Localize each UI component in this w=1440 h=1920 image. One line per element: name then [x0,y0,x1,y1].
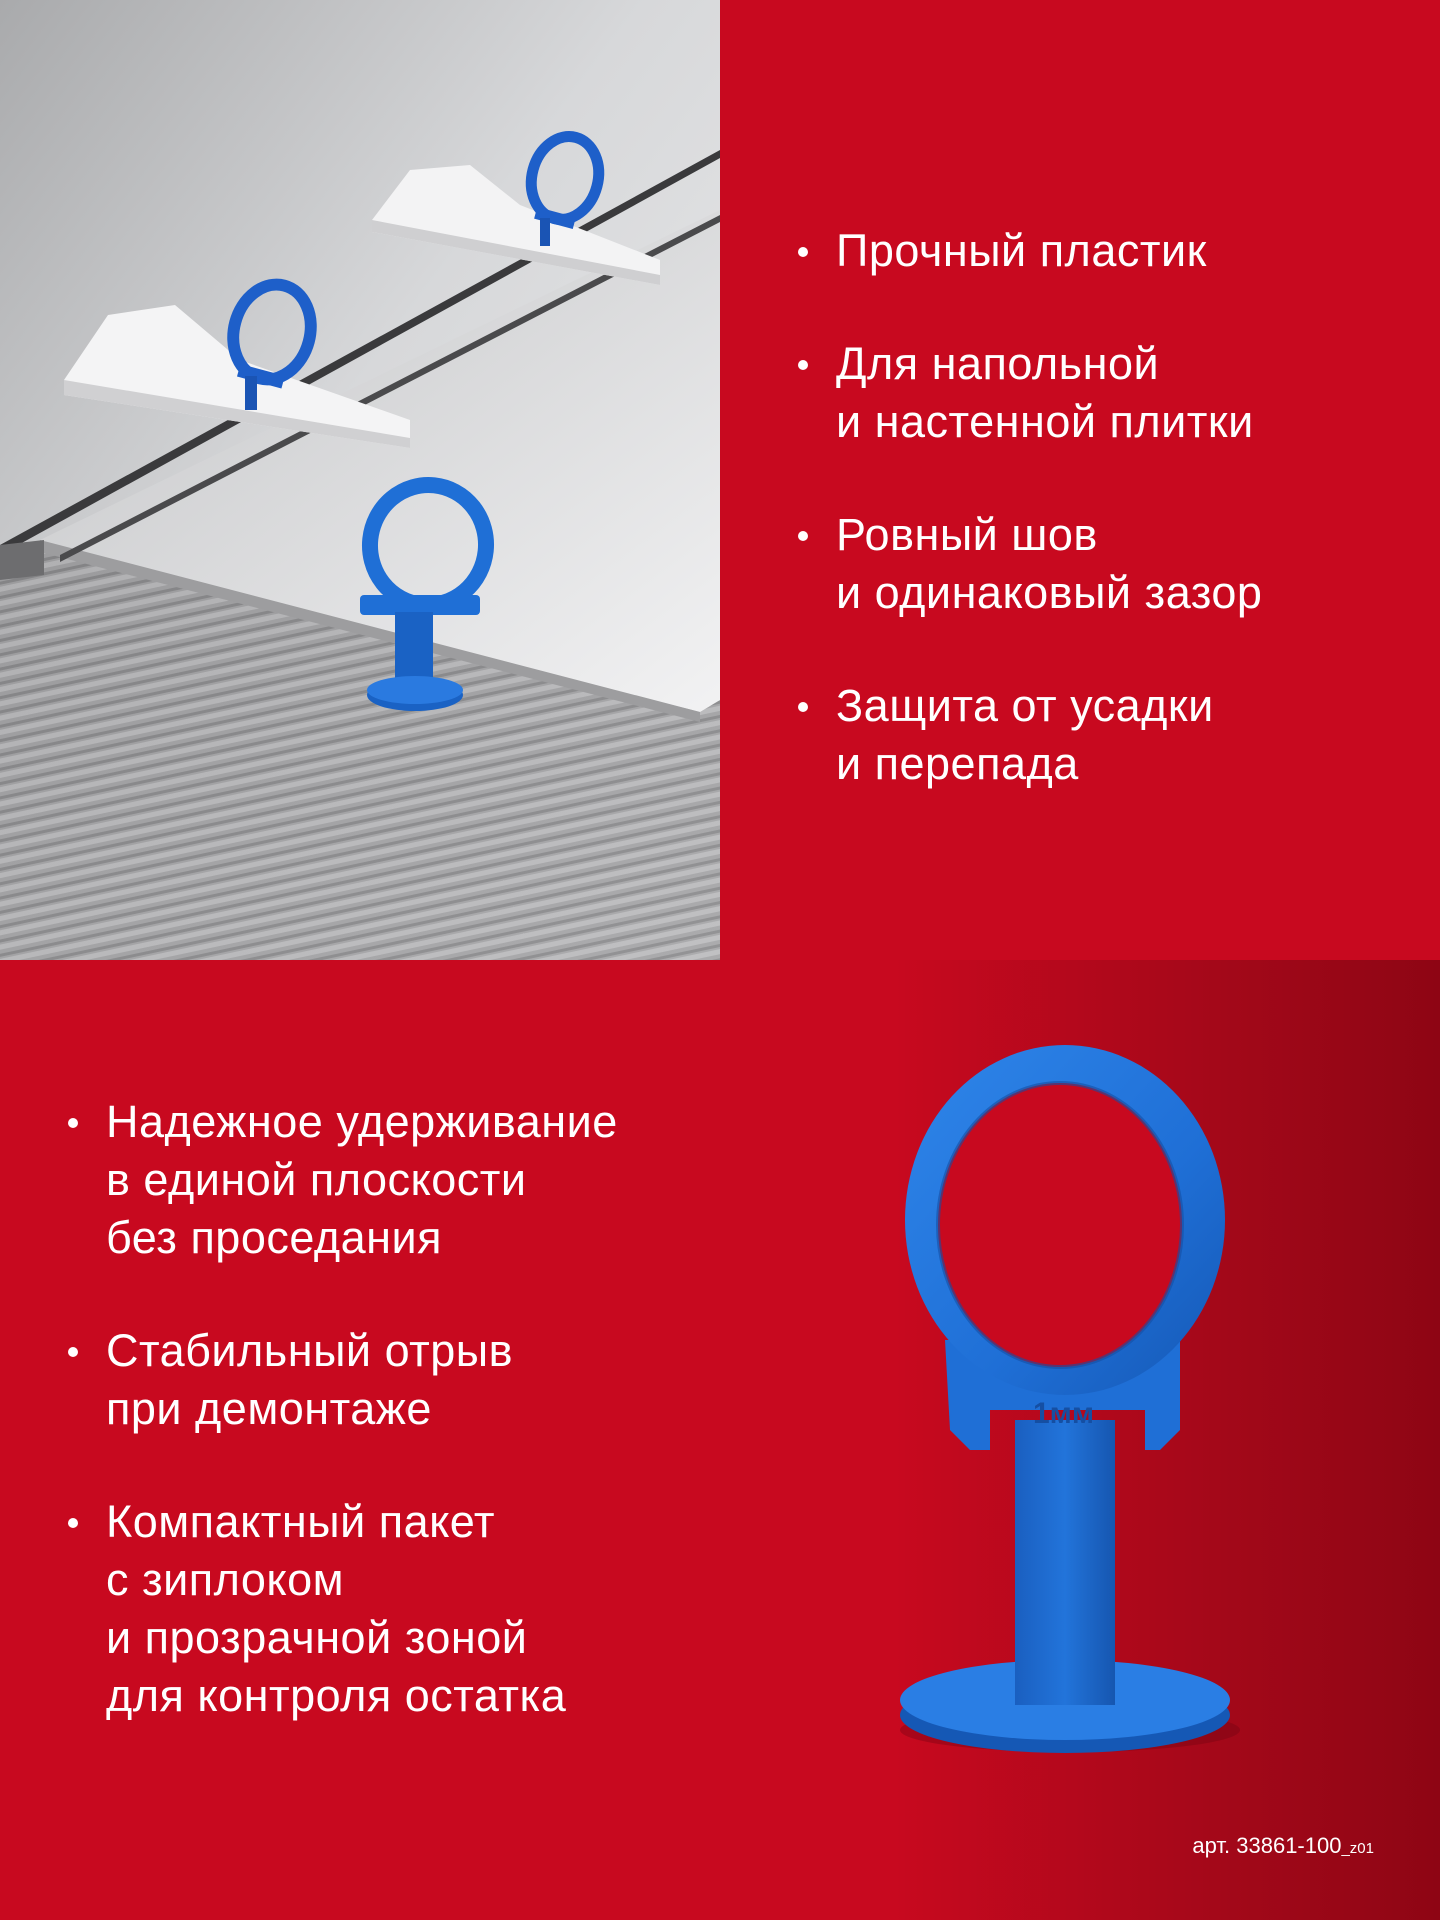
feature-text-line: Компактный пакет [106,1496,495,1547]
feature-item [792,677,1412,793]
feature-text-line: Для напольной [836,338,1160,389]
feature-item [792,335,1412,451]
features-top-list [792,222,1412,848]
feature-text-line: без проседания [106,1212,443,1263]
feature-text-line: с зиплоком [106,1554,345,1605]
feature-item [792,506,1412,622]
feature-text-line: в единой плоскости [106,1154,527,1205]
leveling-clip-icon [860,1040,1260,1760]
article-suffix: _z01 [1341,1840,1374,1857]
bullet-dot-icon [798,531,808,541]
feature-item [62,1322,742,1438]
feature-text-line: и настенной плитки [836,396,1254,447]
article-main: арт. 33861-100 [1192,1833,1342,1858]
feature-text-line: Ровный шов [836,509,1098,560]
bullet-dot-icon [798,360,808,370]
feature-text-line: Надежное удерживание [106,1096,618,1147]
bullet-dot-icon [798,247,808,257]
article-number [1192,1833,1374,1859]
feature-text-line: и прозрачной зоной [106,1612,528,1663]
feature-text-line: Защита от усадки [836,680,1214,731]
bullet-dot-icon [68,1118,78,1128]
leveling-clip-product [860,1040,1260,1760]
photo-illustration [0,0,720,960]
feature-text-line: и одинаковый зазор [836,567,1263,618]
feature-item [792,222,1412,280]
bullet-dot-icon [798,702,808,712]
features-bottom-list [62,1093,742,1780]
bullet-dot-icon [68,1347,78,1357]
feature-item [62,1493,742,1725]
bullet-dot-icon [68,1518,78,1528]
feature-text-line: и перепада [836,738,1079,789]
feature-text-line: при демонтаже [106,1383,432,1434]
feature-item [62,1093,742,1267]
size-marking: 1мм [1033,1397,1095,1430]
tile-installation-photo [0,0,720,960]
feature-text-line: для контроля остатка [106,1670,567,1721]
feature-text-line: Прочный пластик [836,225,1207,276]
feature-text-line: Стабильный отрыв [106,1325,514,1376]
